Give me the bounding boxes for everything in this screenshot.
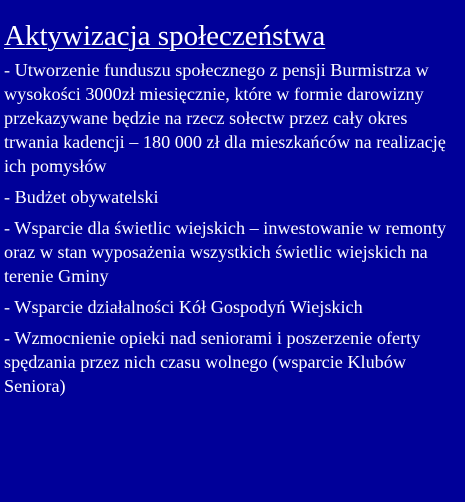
bullet-village-halls: - Wsparcie dla świetlic wiejskich – inwestowanie w remonty oraz w stan wyposażenia wszystkich świetlic wiejskich na terenie Gminy [4,218,447,286]
bullet-rural-housewives-circles: - Wsparcie działalności Kół Gospodyń Wiejskich [4,297,363,317]
bullet-list [4,58,459,398]
bullet-citizens-budget: - Budżet obywatelski [4,187,159,207]
slide-title: Aktywizacja społeczeństwa [4,20,326,52]
bullet-social-fund: - Utworzenie funduszu społecznego z pensji Burmistrza w wysokości 3000zł miesięcznie, które w formie darowizny przekazywane będzie na rzecz sołectw przez cały okres trwania kadencji – 180 000 zł dla mieszkańców na realizację ich pomysłów [4,60,446,176]
bullet-senior-care: - Wzmocnienie opieki nad seniorami i poszerzenie oferty spędzania przez nich czasu wolnego (wsparcie Klubów Seniora) [4,328,421,396]
